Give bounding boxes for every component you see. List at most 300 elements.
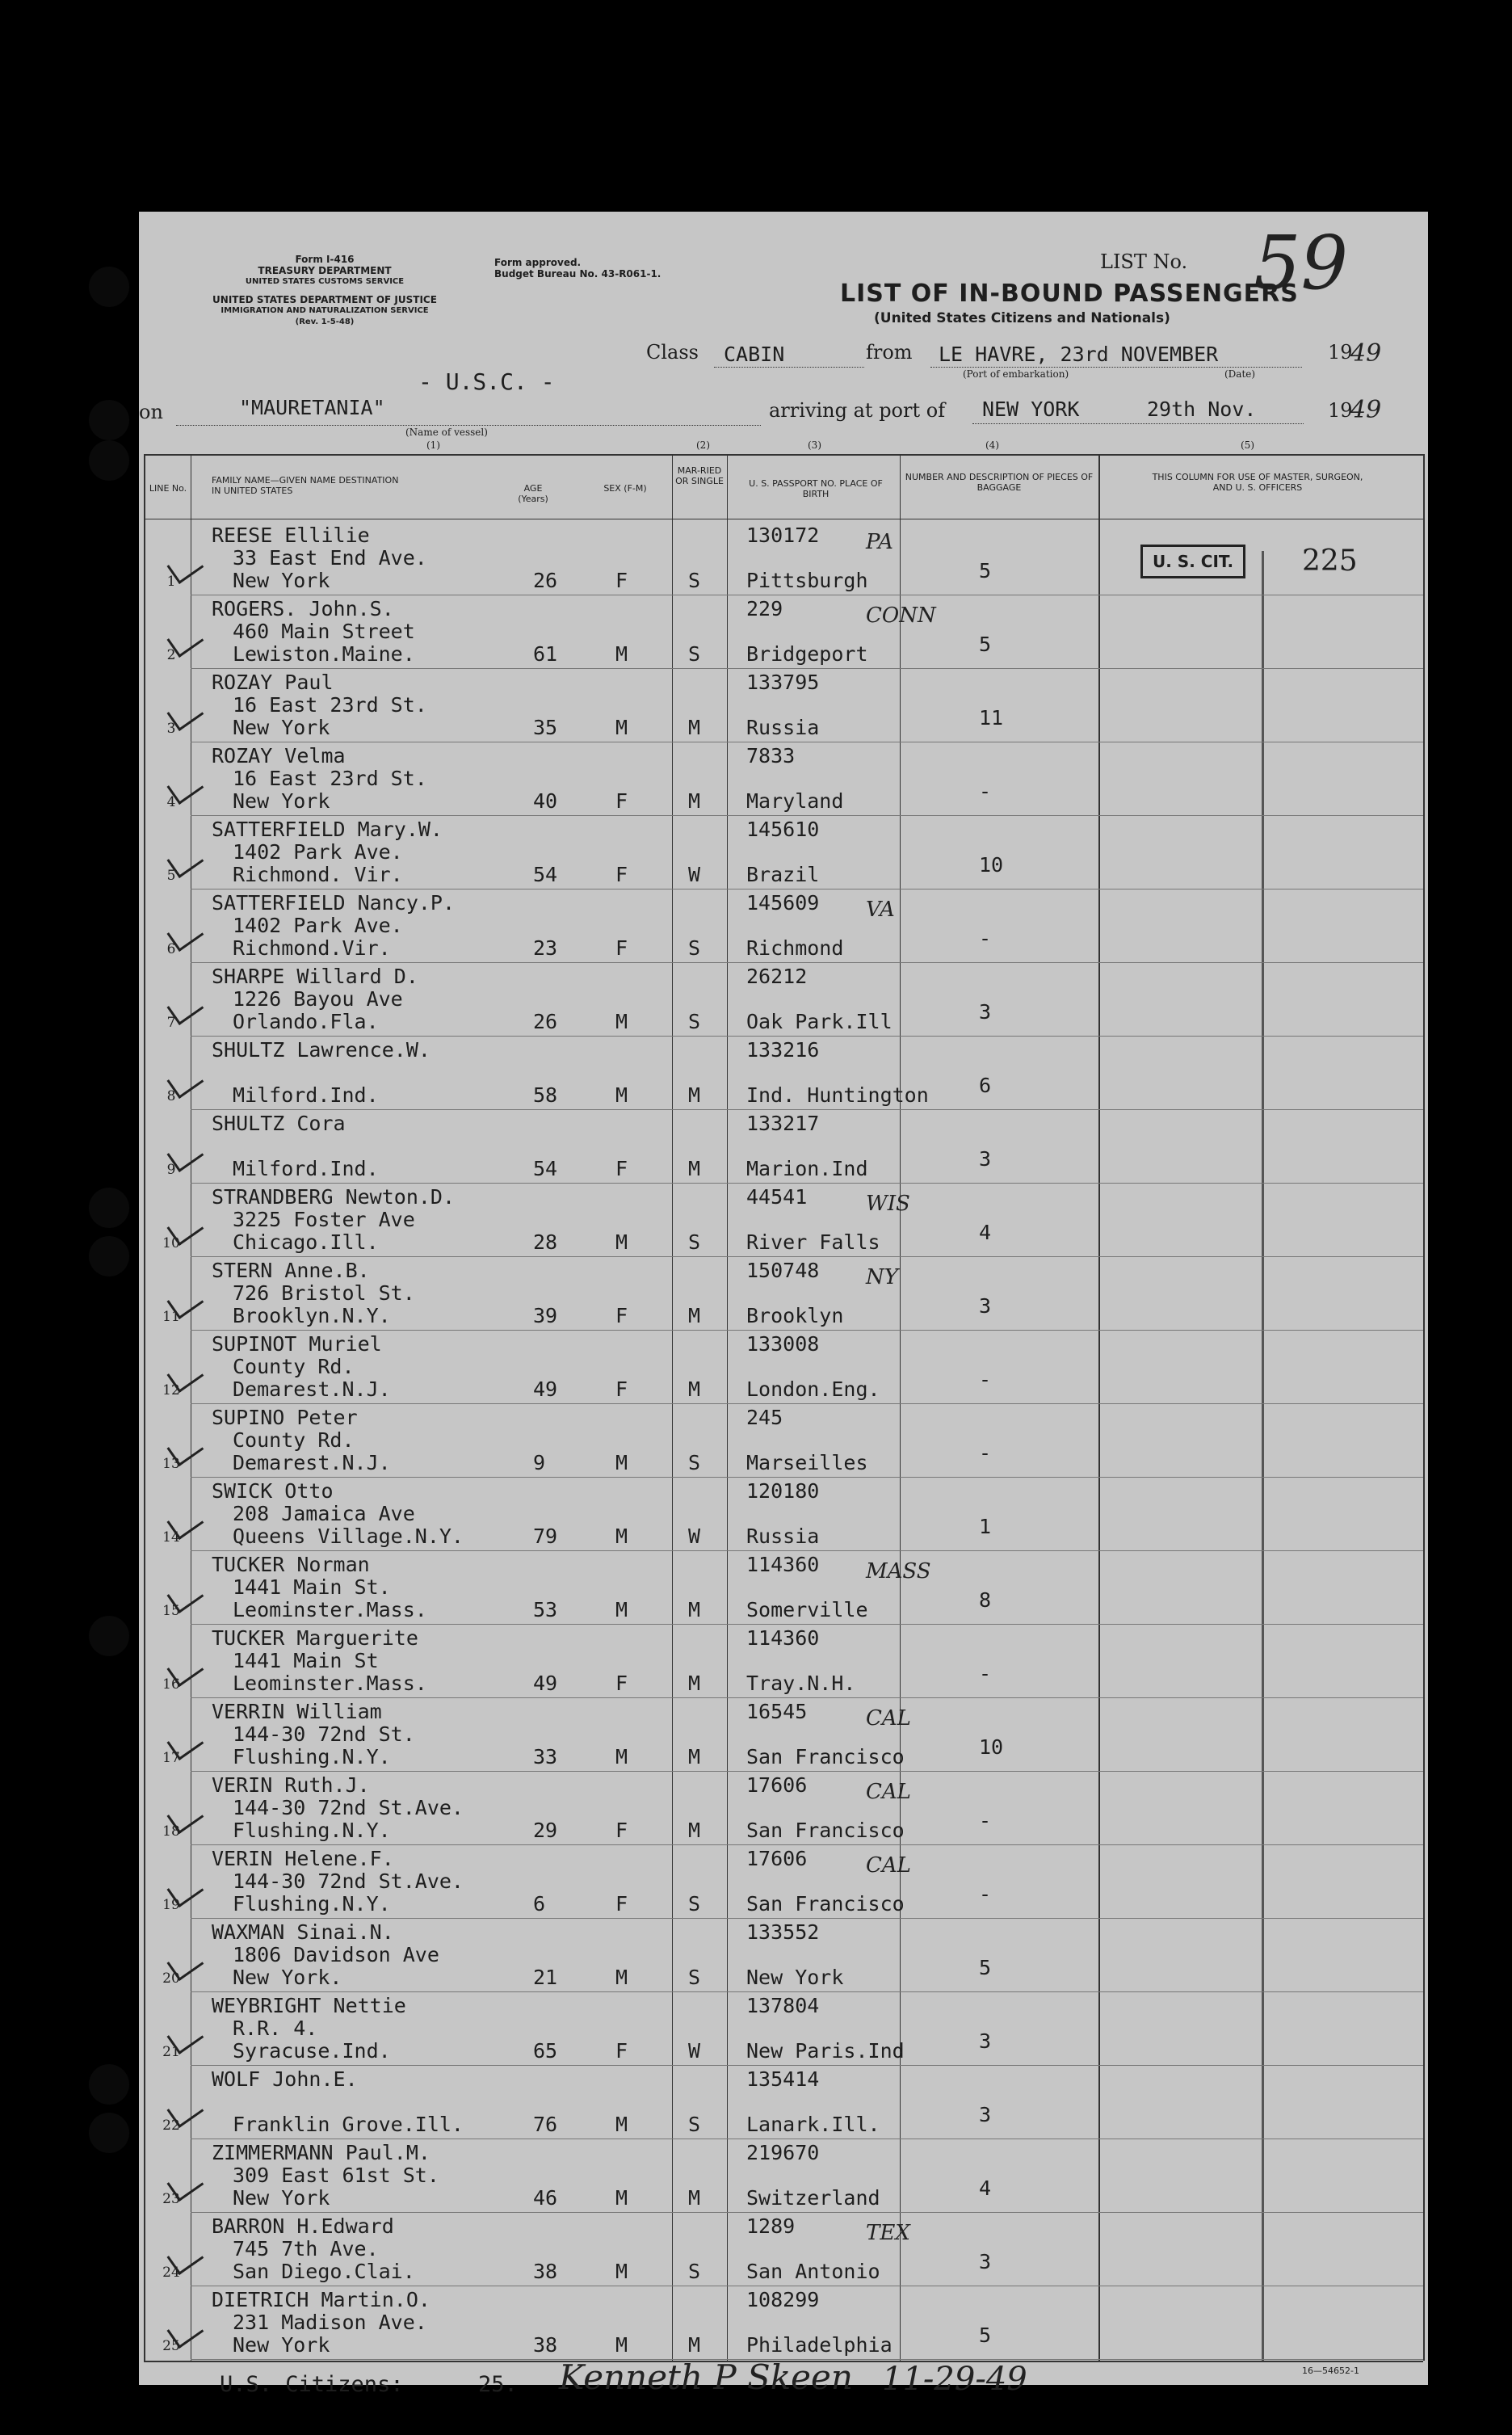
passenger-name: WAXMAN Sinai.N. bbox=[212, 1920, 394, 1944]
destination-city: Syracuse.Ind. bbox=[233, 2039, 391, 2063]
col-header-passport: U. S. PASSPORT NO. PLACE OF BIRTH bbox=[749, 478, 883, 499]
col-header-age: AGE (Years) bbox=[518, 483, 548, 504]
line-number: 18 bbox=[162, 1823, 180, 1840]
age: 38 bbox=[533, 2333, 558, 2357]
arrival-underline bbox=[972, 423, 1304, 425]
table-row bbox=[139, 2139, 1428, 2214]
passport-number: 245 bbox=[746, 1406, 783, 1429]
passport-number: 1289 bbox=[746, 2214, 796, 2238]
address-line: 208 Jamaica Ave bbox=[233, 1502, 415, 1525]
age: 54 bbox=[533, 1157, 558, 1180]
passport-number: 133008 bbox=[746, 1332, 820, 1356]
passenger-name: TUCKER Marguerite bbox=[212, 1626, 418, 1650]
place-of-birth: San Francisco bbox=[746, 1745, 905, 1768]
age: 61 bbox=[533, 642, 558, 666]
table-row bbox=[139, 1404, 1428, 1478]
passenger-name: VERIN Helene.F. bbox=[212, 1847, 394, 1870]
sex: M bbox=[615, 2113, 628, 2136]
class-label: Class bbox=[646, 341, 699, 364]
age: 38 bbox=[533, 2260, 558, 2283]
sex: F bbox=[615, 1157, 628, 1180]
place-of-birth: River Falls bbox=[746, 1230, 880, 1254]
line-number: 23 bbox=[162, 2191, 180, 2207]
address-line: 460 Main Street bbox=[233, 620, 415, 643]
place-of-birth: Brazil bbox=[746, 863, 820, 886]
line-number: 22 bbox=[162, 2117, 180, 2134]
destination-city: Flushing.N.Y. bbox=[233, 1745, 391, 1768]
baggage-count: 3 bbox=[979, 2029, 992, 2053]
table-row bbox=[139, 1698, 1428, 1773]
sex: F bbox=[615, 863, 628, 886]
line-number: 8 bbox=[166, 1088, 176, 1104]
baggage-count: 10 bbox=[979, 1735, 1004, 1759]
citizens-count: 25. bbox=[478, 2372, 518, 2397]
place-of-birth: San Francisco bbox=[746, 1892, 905, 1916]
embarkation-value: LE HAVRE, 23rd NOVEMBER bbox=[939, 343, 1219, 366]
baggage-count: 1 bbox=[979, 1515, 992, 1538]
age: 26 bbox=[533, 569, 558, 592]
passenger-name: TUCKER Norman bbox=[212, 1553, 370, 1576]
binder-hole bbox=[89, 267, 129, 307]
destination-city: Chicago.Ill. bbox=[233, 1230, 379, 1254]
passenger-name: BARRON H.Edward bbox=[212, 2214, 394, 2238]
sex: F bbox=[615, 1819, 628, 1842]
address-line: 3225 Foster Ave bbox=[233, 1208, 415, 1231]
marital-status: S bbox=[688, 2260, 701, 2283]
table-row bbox=[139, 1184, 1428, 1258]
marital-status: W bbox=[688, 2039, 701, 2063]
marital-status: M bbox=[688, 1672, 701, 1695]
address-line: 1441 Main St. bbox=[233, 1575, 391, 1599]
destination-city: Demarest.N.J. bbox=[233, 1377, 391, 1401]
place-of-birth: New York bbox=[746, 1966, 844, 1989]
age: 21 bbox=[533, 1966, 558, 1989]
marital-status: W bbox=[688, 1525, 701, 1548]
signature-date: 11-29-49 bbox=[882, 2361, 1027, 2398]
place-of-birth: Maryland bbox=[746, 789, 844, 813]
line-number: 20 bbox=[162, 1970, 180, 1987]
destination-city: Queens Village.N.Y. bbox=[233, 1525, 464, 1548]
from-year-handwritten: 49 bbox=[1350, 339, 1382, 368]
col-caption-2: (2) bbox=[696, 439, 710, 451]
destination-city: New York bbox=[233, 569, 330, 592]
table-row bbox=[139, 889, 1428, 964]
sex: M bbox=[615, 1083, 628, 1107]
destination-city: New York. bbox=[233, 1966, 342, 1989]
form-title: LIST OF IN-BOUND PASSENGERS bbox=[840, 280, 1299, 308]
line-number: 3 bbox=[166, 721, 176, 737]
stamp-count: 225 bbox=[1302, 545, 1358, 578]
passport-number: 133552 bbox=[746, 1920, 820, 1944]
passport-number: 16545 bbox=[746, 1700, 808, 1723]
age: 76 bbox=[533, 2113, 558, 2136]
address-line: 1441 Main St bbox=[233, 1649, 379, 1672]
line-number: 10 bbox=[162, 1235, 180, 1251]
passenger-name: SUPINO Peter bbox=[212, 1406, 358, 1429]
address-line: 1226 Bayou Ave bbox=[233, 987, 403, 1011]
table-row bbox=[139, 669, 1428, 743]
sex: F bbox=[615, 1892, 628, 1916]
passenger-name: ROZAY Paul bbox=[212, 671, 334, 694]
sex: M bbox=[615, 1966, 628, 1989]
age: 26 bbox=[533, 1010, 558, 1033]
passport-number: 145610 bbox=[746, 818, 820, 841]
age: 49 bbox=[533, 1672, 558, 1695]
age: 65 bbox=[533, 2039, 558, 2063]
table-row bbox=[139, 1331, 1428, 1405]
list-no-handwritten: 59 bbox=[1254, 220, 1349, 306]
us-citizen-stamp: U. S. CIT. bbox=[1140, 545, 1245, 578]
list-no-label: LIST No. bbox=[1100, 250, 1188, 273]
passenger-name: SHARPE Willard D. bbox=[212, 965, 418, 988]
binder-hole bbox=[89, 440, 129, 481]
baggage-count: 4 bbox=[979, 2176, 992, 2200]
usc-mark: - U.S.C. - bbox=[418, 368, 555, 395]
line-number: 7 bbox=[166, 1015, 176, 1031]
binder-hole bbox=[89, 2064, 129, 2105]
passport-number: 44541 bbox=[746, 1185, 808, 1209]
department-header bbox=[139, 254, 510, 328]
age: 40 bbox=[533, 789, 558, 813]
table-row bbox=[139, 1110, 1428, 1184]
address-line: R.R. 4. bbox=[233, 2017, 318, 2040]
state-annotation: CAL bbox=[866, 1706, 911, 1731]
address-line: 231 Madison Ave. bbox=[233, 2311, 427, 2334]
table-row bbox=[139, 742, 1428, 817]
marital-status: M bbox=[688, 1745, 701, 1768]
passport-number: 17606 bbox=[746, 1773, 808, 1797]
col-caption-5: (5) bbox=[1241, 439, 1254, 451]
address-line: 309 East 61st St. bbox=[233, 2164, 439, 2187]
line-number: 6 bbox=[166, 941, 176, 957]
state-annotation: NY bbox=[866, 1265, 898, 1289]
passenger-name: VERRIN William bbox=[212, 1700, 382, 1723]
table-row bbox=[139, 595, 1428, 670]
place-of-birth: Marseilles bbox=[746, 1451, 868, 1474]
marital-status: M bbox=[688, 1377, 701, 1401]
passenger-name: SWICK Otto bbox=[212, 1479, 334, 1503]
passenger-name: ROGERS. John.S. bbox=[212, 597, 394, 620]
passport-number: 17606 bbox=[746, 1847, 808, 1870]
table-row bbox=[139, 1919, 1428, 1993]
line-number: 24 bbox=[162, 2265, 180, 2281]
marital-status: M bbox=[688, 1304, 701, 1327]
destination-city: Leominster.Mass. bbox=[233, 1672, 427, 1695]
form-approval bbox=[494, 257, 661, 280]
destination-city: Franklin Grove.Ill. bbox=[233, 2113, 464, 2136]
address-line: 1402 Park Ave. bbox=[233, 840, 403, 864]
state-annotation: TEX bbox=[866, 2221, 910, 2245]
age: 54 bbox=[533, 863, 558, 886]
destination-city: Flushing.N.Y. bbox=[233, 1892, 391, 1916]
marital-status: M bbox=[688, 1157, 701, 1180]
table-row bbox=[139, 1037, 1428, 1111]
justice-dept: UNITED STATES DEPARTMENT OF JUSTICE bbox=[212, 294, 437, 305]
passenger-name: SATTERFIELD Nancy.P. bbox=[212, 891, 456, 915]
place-of-birth: Lanark.Ill. bbox=[746, 2113, 880, 2136]
age: 46 bbox=[533, 2186, 558, 2210]
vessel-name: "MAURETANIA" bbox=[239, 396, 385, 419]
passenger-name: REESE Ellilie bbox=[212, 524, 370, 547]
print-code: 16—54652-1 bbox=[1302, 2366, 1359, 2376]
place-of-birth: London.Eng. bbox=[746, 1377, 880, 1401]
sex: F bbox=[615, 1377, 628, 1401]
baggage-count: 3 bbox=[979, 1147, 992, 1171]
place-of-birth: San Francisco bbox=[746, 1819, 905, 1842]
table-row bbox=[139, 1772, 1428, 1846]
sex: M bbox=[615, 1525, 628, 1548]
address-line: 1806 Davidson Ave bbox=[233, 1943, 439, 1966]
date-caption: (Date) bbox=[1224, 368, 1256, 380]
passenger-name: SATTERFIELD Mary.W. bbox=[212, 818, 443, 841]
destination-city: Orlando.Fla. bbox=[233, 1010, 379, 1033]
age: 28 bbox=[533, 1230, 558, 1254]
passport-number: 130172 bbox=[746, 524, 820, 547]
address-line: 745 7th Ave. bbox=[233, 2237, 379, 2260]
ins-service: IMMIGRATION AND NATURALIZATION SERVICE bbox=[220, 306, 429, 315]
place-of-birth: Bridgeport bbox=[746, 642, 868, 666]
line-number: 17 bbox=[162, 1750, 180, 1766]
age: 49 bbox=[533, 1377, 558, 1401]
line-number: 15 bbox=[162, 1603, 180, 1619]
address-line: 726 Bristol St. bbox=[233, 1281, 415, 1305]
binder-hole bbox=[89, 1236, 129, 1276]
table-row bbox=[139, 816, 1428, 890]
baggage-count: - bbox=[979, 1809, 992, 1832]
passenger-name: DIETRICH Martin.O. bbox=[212, 2288, 430, 2311]
baggage-count: 5 bbox=[979, 559, 992, 582]
vessel-caption: (Name of vessel) bbox=[405, 427, 488, 438]
sex: F bbox=[615, 789, 628, 813]
sex: M bbox=[615, 2186, 628, 2210]
on-label: on bbox=[139, 401, 163, 423]
col-header-officers: THIS COLUMN FOR USE OF MASTER, SURGEON, AND U. S. OFFICERS bbox=[1152, 472, 1363, 493]
passport-number: 145609 bbox=[746, 891, 820, 915]
table-row bbox=[139, 1478, 1428, 1552]
treasury-dept: TREASURY DEPARTMENT bbox=[258, 265, 392, 276]
table-row bbox=[139, 963, 1428, 1037]
marital-status: S bbox=[688, 1966, 701, 1989]
marital-status: M bbox=[688, 2186, 701, 2210]
class-value: CABIN bbox=[724, 343, 785, 366]
budget-bureau: Budget Bureau No. 43-R061-1. bbox=[494, 268, 662, 280]
destination-city: Richmond.Vir. bbox=[233, 936, 391, 960]
marital-status: S bbox=[688, 642, 701, 666]
passport-number: 133216 bbox=[746, 1038, 820, 1062]
age: 23 bbox=[533, 936, 558, 960]
age: 29 bbox=[533, 1819, 558, 1842]
destination-city: Richmond. Vir. bbox=[233, 863, 403, 886]
passenger-name: WOLF John.E. bbox=[212, 2067, 358, 2091]
baggage-count: 8 bbox=[979, 1588, 992, 1612]
baggage-count: 5 bbox=[979, 1956, 992, 1979]
destination-city: Brooklyn.N.Y. bbox=[233, 1304, 391, 1327]
place-of-birth: Russia bbox=[746, 716, 820, 739]
place-of-birth: Oak Park.Ill bbox=[746, 1010, 892, 1033]
passport-number: 133795 bbox=[746, 671, 820, 694]
marital-status: M bbox=[688, 789, 701, 813]
baggage-count: 3 bbox=[979, 1000, 992, 1024]
line-number: 16 bbox=[162, 1676, 180, 1693]
destination-city: New York bbox=[233, 2186, 330, 2210]
line-number: 5 bbox=[166, 868, 176, 884]
state-annotation: CONN bbox=[866, 603, 936, 628]
marital-status: M bbox=[688, 1819, 701, 1842]
place-of-birth: Brooklyn bbox=[746, 1304, 844, 1327]
passport-number: 7833 bbox=[746, 744, 796, 768]
line-number: 9 bbox=[166, 1162, 176, 1178]
arriving-label: arriving at port of bbox=[769, 399, 946, 422]
baggage-count: 3 bbox=[979, 2250, 992, 2273]
line-number: 25 bbox=[162, 2338, 180, 2354]
sex: M bbox=[615, 1010, 628, 1033]
table-row bbox=[139, 2286, 1428, 2361]
passport-number: 135414 bbox=[746, 2067, 820, 2091]
passport-number: 229 bbox=[746, 597, 783, 620]
sex: F bbox=[615, 1304, 628, 1327]
address-line: 1402 Park Ave. bbox=[233, 914, 403, 937]
place-of-birth: San Antonio bbox=[746, 2260, 880, 2283]
sex: M bbox=[615, 1745, 628, 1768]
state-annotation: CAL bbox=[866, 1780, 911, 1804]
col-caption-1: (1) bbox=[426, 439, 440, 451]
passport-number: 150748 bbox=[746, 1259, 820, 1282]
address-line: 33 East End Ave. bbox=[233, 546, 427, 570]
passport-number: 219670 bbox=[746, 2141, 820, 2164]
place-of-birth: Switzerland bbox=[746, 2186, 880, 2210]
place-of-birth: Russia bbox=[746, 1525, 820, 1548]
line-number: 12 bbox=[162, 1382, 180, 1398]
baggage-count: - bbox=[979, 780, 992, 803]
marital-status: S bbox=[688, 569, 701, 592]
from-year: 19 bbox=[1328, 341, 1353, 364]
baggage-count: 5 bbox=[979, 633, 992, 656]
revision: (Rev. 1-5-48) bbox=[295, 318, 355, 326]
binder-hole bbox=[89, 400, 129, 440]
address-line: County Rd. bbox=[233, 1428, 355, 1452]
col-header-name: FAMILY NAME—GIVEN NAME DESTINATION IN UNITED STATES bbox=[212, 475, 399, 496]
sex: F bbox=[615, 2039, 628, 2063]
destination-city: Milford.Ind. bbox=[233, 1083, 379, 1107]
sex: F bbox=[615, 1672, 628, 1695]
place-of-birth: Marion.Ind bbox=[746, 1157, 868, 1180]
line-number: 13 bbox=[162, 1456, 180, 1472]
passenger-name: ROZAY Velma bbox=[212, 744, 346, 768]
passport-number: 120180 bbox=[746, 1479, 820, 1503]
line-number: 4 bbox=[166, 794, 176, 810]
baggage-count: 11 bbox=[979, 706, 1004, 730]
marital-status: S bbox=[688, 936, 701, 960]
baggage-count: 3 bbox=[979, 2103, 992, 2126]
destination-city: Lewiston.Maine. bbox=[233, 642, 415, 666]
state-annotation: CAL bbox=[866, 1853, 911, 1878]
passenger-name: SHULTZ Lawrence.W. bbox=[212, 1038, 430, 1062]
destination-city: San Diego.Clai. bbox=[233, 2260, 415, 2283]
marital-status: M bbox=[688, 1083, 701, 1107]
sex: M bbox=[615, 2260, 628, 2283]
marital-status: M bbox=[688, 716, 701, 739]
baggage-count: 10 bbox=[979, 853, 1004, 877]
from-label: from bbox=[866, 341, 913, 364]
age: 35 bbox=[533, 716, 558, 739]
destination-city: Leominster.Mass. bbox=[233, 1598, 427, 1621]
marital-status: S bbox=[688, 1892, 701, 1916]
passenger-name: STRANDBERG Newton.D. bbox=[212, 1185, 456, 1209]
binder-hole bbox=[89, 2113, 129, 2153]
passenger-name: VERIN Ruth.J. bbox=[212, 1773, 370, 1797]
place-of-birth: New Paris.Ind bbox=[746, 2039, 905, 2063]
age: 58 bbox=[533, 1083, 558, 1107]
place-of-birth: Tray.N.H. bbox=[746, 1672, 856, 1695]
table-row bbox=[139, 1992, 1428, 2067]
state-annotation: WIS bbox=[866, 1192, 910, 1216]
baggage-count: - bbox=[979, 1882, 992, 1906]
table-row bbox=[139, 1551, 1428, 1625]
baggage-count: - bbox=[979, 1662, 992, 1685]
age: 9 bbox=[533, 1451, 546, 1474]
passenger-name: WEYBRIGHT Nettie bbox=[212, 1994, 406, 2017]
citizens-label: U.S. Citizens: bbox=[220, 2372, 404, 2397]
destination-city: Flushing.N.Y. bbox=[233, 1819, 391, 1842]
line-number: 19 bbox=[162, 1897, 180, 1913]
baggage-count: 6 bbox=[979, 1074, 992, 1097]
passport-number: 26212 bbox=[746, 965, 808, 988]
place-of-birth: Somerville bbox=[746, 1598, 868, 1621]
marital-status: M bbox=[688, 1598, 701, 1621]
marital-status: S bbox=[688, 1230, 701, 1254]
port-caption: (Port of embarkation) bbox=[963, 368, 1069, 380]
marital-status: S bbox=[688, 1451, 701, 1474]
baggage-count: 5 bbox=[979, 2324, 992, 2347]
table-row bbox=[139, 1625, 1428, 1699]
state-annotation: VA bbox=[866, 898, 895, 922]
age: 6 bbox=[533, 1892, 546, 1916]
form-subtitle: (United States Citizens and Nationals) bbox=[874, 310, 1170, 326]
age: 79 bbox=[533, 1525, 558, 1548]
passport-number: 137804 bbox=[746, 1994, 820, 2017]
line-number: 2 bbox=[166, 647, 176, 663]
col-header-married: MAR-RIED OR SINGLE bbox=[675, 465, 724, 486]
address-line: 144-30 72nd St.Ave. bbox=[233, 1869, 464, 1893]
sex: M bbox=[615, 1598, 628, 1621]
sex: M bbox=[615, 1230, 628, 1254]
sex: M bbox=[615, 1451, 628, 1474]
marital-status: S bbox=[688, 1010, 701, 1033]
baggage-count: - bbox=[979, 1441, 992, 1465]
destination-city: New York bbox=[233, 716, 330, 739]
marital-status: W bbox=[688, 863, 701, 886]
age: 39 bbox=[533, 1304, 558, 1327]
binder-hole bbox=[89, 1188, 129, 1228]
sex: F bbox=[615, 936, 628, 960]
baggage-count: 4 bbox=[979, 1221, 992, 1244]
passenger-name: SUPINOT Muriel bbox=[212, 1332, 382, 1356]
passenger-name: SHULTZ Cora bbox=[212, 1112, 346, 1135]
marital-status: M bbox=[688, 2333, 701, 2357]
sex: M bbox=[615, 2333, 628, 2357]
arrival-date: 29th Nov. bbox=[1147, 397, 1257, 421]
baggage-count: - bbox=[979, 927, 992, 950]
place-of-birth: Richmond bbox=[746, 936, 844, 960]
customs-service: UNITED STATES CUSTOMS SERVICE bbox=[245, 277, 405, 286]
col-caption-4: (4) bbox=[985, 439, 999, 451]
col-header-sex: SEX (F-M) bbox=[603, 483, 647, 494]
passport-number: 114360 bbox=[746, 1553, 820, 1576]
place-of-birth: Pittsburgh bbox=[746, 569, 868, 592]
address-line: 16 East 23rd St. bbox=[233, 693, 427, 717]
line-number: 21 bbox=[162, 2044, 180, 2060]
col-caption-3: (3) bbox=[808, 439, 821, 451]
